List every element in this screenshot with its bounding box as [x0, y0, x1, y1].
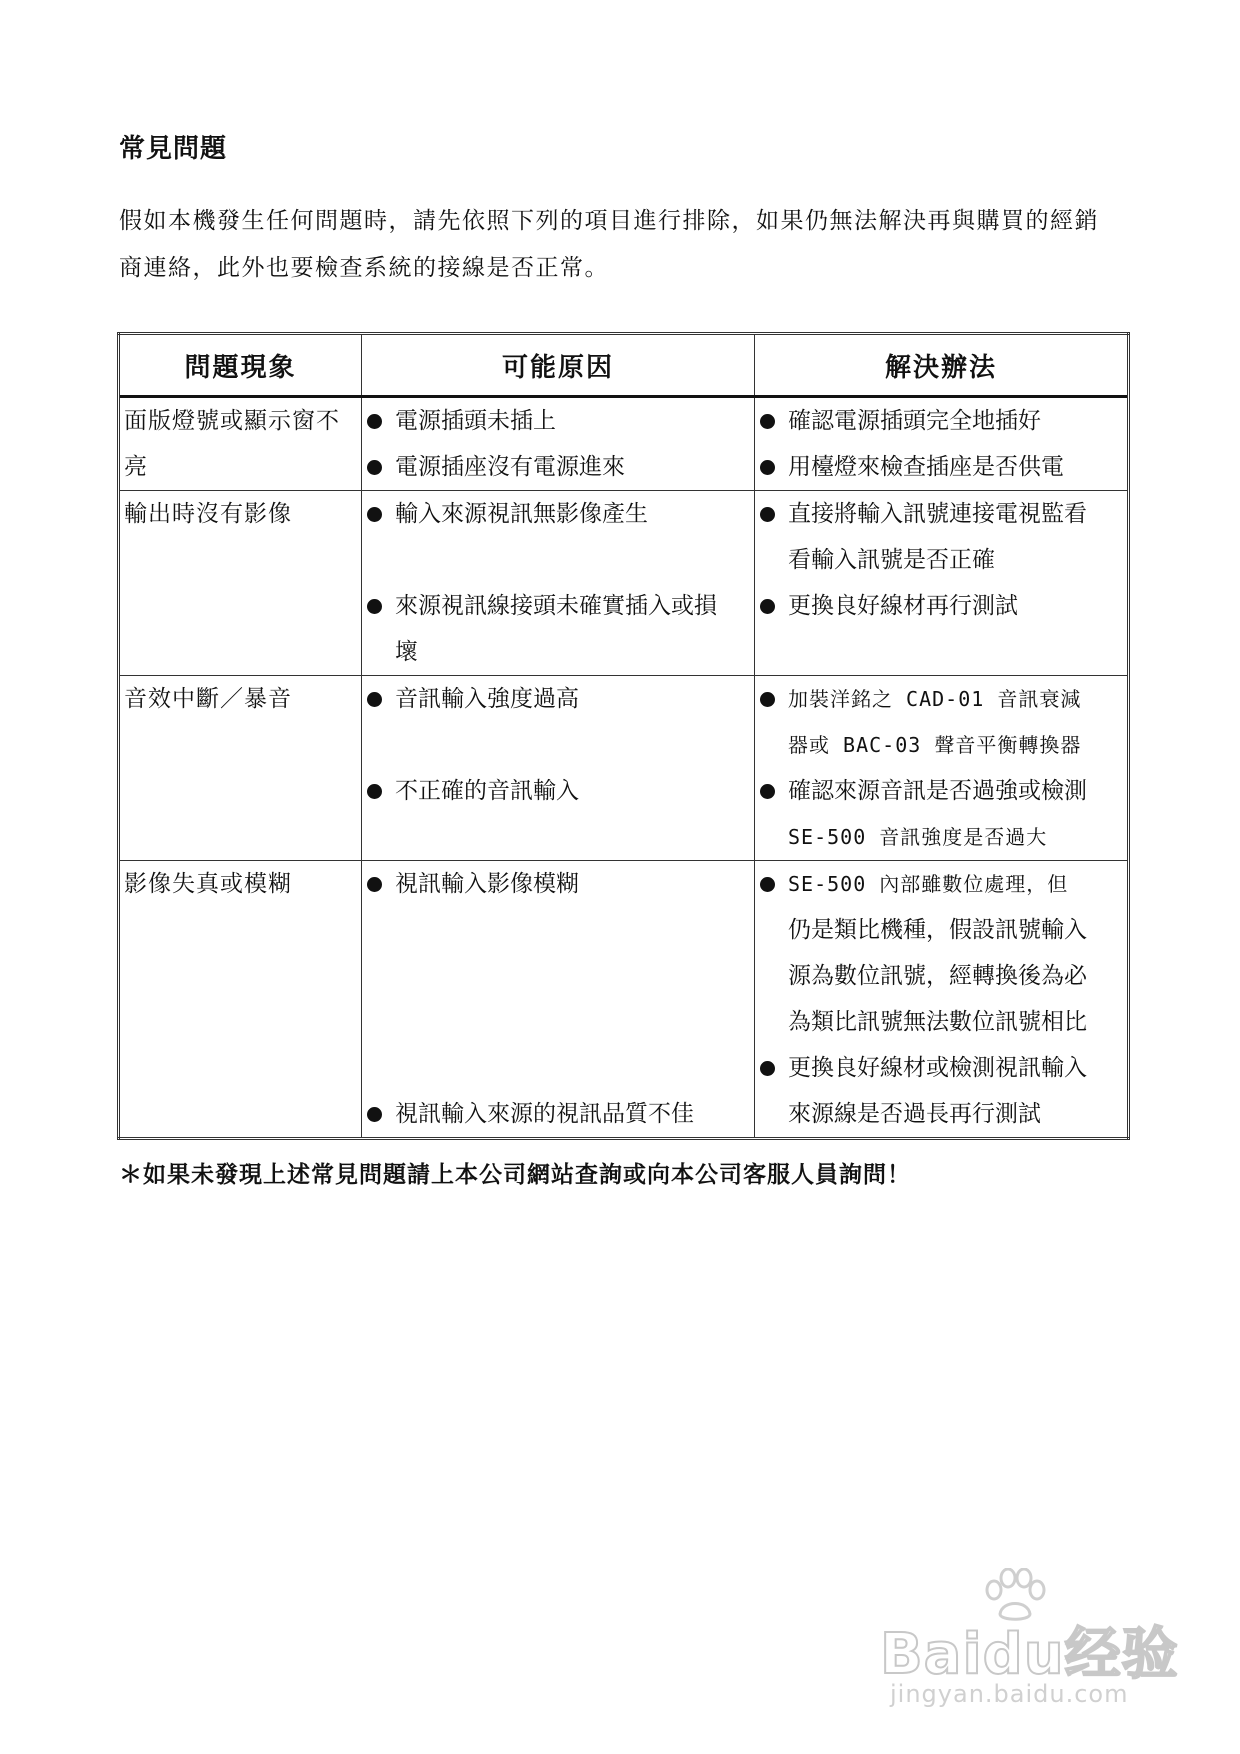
- symptom-text: 影像失真或模糊: [124, 871, 292, 897]
- solution-item: [755, 676, 1127, 722]
- header-symptom: 問題現象: [119, 334, 362, 397]
- solution-text: 加裝洋銘之 CAD-01 音訊衰減: [788, 687, 1082, 711]
- solution-text: 源為數位訊號，經轉換後為必: [788, 963, 1087, 989]
- solution-cell: [755, 861, 1129, 1139]
- cause-text: 來源視訊線接頭未確實插入或損: [395, 593, 717, 619]
- symptom-cell: [119, 676, 362, 861]
- symptom-cell: [119, 397, 362, 491]
- page-title: 常見問題: [119, 134, 228, 164]
- solution-item: [755, 398, 1127, 444]
- cause-item: [362, 398, 754, 444]
- solution-cell: [755, 397, 1129, 491]
- cause-cell: [362, 491, 755, 676]
- cause-text: 輸入來源視訊無影像產生: [395, 501, 648, 527]
- intro-line: 假如本機發生任何問題時，請先依照下列的項目進行排除，如果仍無法解決再與購買的經銷: [119, 208, 1099, 234]
- bullet-icon: [367, 599, 382, 614]
- table-row: [119, 397, 1129, 491]
- intro-paragraph: [119, 198, 1129, 292]
- cause-text: 電源插頭未插上: [395, 408, 556, 434]
- table-row: [119, 861, 1129, 1139]
- solution-item: [755, 768, 1127, 814]
- troubleshooting-table: [117, 332, 1130, 1140]
- cause-text: 視訊輸入影像模糊: [395, 871, 579, 897]
- bullet-icon: [760, 414, 775, 429]
- solution-text: 更換良好線材再行測試: [788, 593, 1018, 619]
- cause-text: 視訊輸入來源的視訊品質不佳: [395, 1101, 694, 1127]
- bullet-icon: [760, 1061, 775, 1076]
- bullet-icon: [367, 692, 382, 707]
- solution-text: 仍是類比機種，假設訊號輸入: [788, 917, 1087, 943]
- bullet-icon: [760, 507, 775, 522]
- solution-text: 確認電源插頭完全地插好: [788, 408, 1041, 434]
- solution-text: 確認來源音訊是否過強或檢測: [788, 778, 1087, 804]
- bullet-icon: [367, 507, 382, 522]
- bullet-icon: [367, 460, 382, 475]
- cause-text: 音訊輸入強度過高: [395, 686, 579, 712]
- bullet-icon: [760, 692, 775, 707]
- cause-cell: [362, 397, 755, 491]
- solution-item: [755, 444, 1127, 490]
- cause-item: [362, 491, 754, 537]
- solution-item: [755, 861, 1127, 907]
- solution-text: SE-500 內部雖數位處理，但: [788, 872, 1069, 896]
- solution-text: 看輸入訊號是否正確: [788, 547, 995, 573]
- intro-line: 商連絡，此外也要檢查系統的接線是否正常。: [119, 255, 609, 281]
- bullet-icon: [367, 414, 382, 429]
- bullet-icon: [760, 599, 775, 614]
- solution-cell: [755, 676, 1129, 861]
- solution-cell: [755, 491, 1129, 676]
- watermark-brand: Baidu经验: [880, 1622, 1179, 1687]
- solution-text: SE-500 音訊強度是否過大: [788, 825, 1048, 849]
- cause-item: [362, 676, 754, 722]
- cause-cell: [362, 676, 755, 861]
- solution-item: [755, 491, 1127, 537]
- cause-item: [362, 1091, 754, 1137]
- header-cause: 可能原因: [362, 334, 755, 397]
- table-row: [119, 491, 1129, 676]
- solution-text: 為類比訊號無法數位訊號相比: [788, 1009, 1087, 1035]
- cause-cell: [362, 861, 755, 1139]
- bullet-icon: [760, 784, 775, 799]
- solution-text: 直接將輸入訊號連接電視監看: [788, 501, 1087, 527]
- bullet-icon: [367, 877, 382, 892]
- solution-item: [755, 583, 1127, 629]
- watermark-url: jingyan.baidu.com: [890, 1680, 1129, 1708]
- header-solution: 解決辦法: [755, 334, 1129, 397]
- bullet-icon: [367, 1107, 382, 1122]
- bullet-icon: [760, 460, 775, 475]
- cause-text: 電源插座沒有電源進來: [395, 454, 625, 480]
- bullet-icon: [760, 877, 775, 892]
- symptom-text: 面版燈號或顯示窗不: [124, 408, 340, 434]
- solution-text: 器或 BAC-03 聲音平衡轉換器: [788, 733, 1082, 757]
- symptom-cell: [119, 491, 362, 676]
- symptom-text: 音效中斷／暴音: [124, 686, 292, 712]
- cause-item: [362, 861, 754, 907]
- symptom-text: 輸出時沒有影像: [124, 501, 292, 527]
- solution-text: 來源線是否過長再行測試: [788, 1101, 1041, 1127]
- solution-text: 更換良好線材或檢測視訊輸入: [788, 1055, 1087, 1081]
- cause-item: [362, 583, 754, 629]
- cause-item: [362, 768, 754, 814]
- table-row: [119, 676, 1129, 861]
- solution-item: [755, 1045, 1127, 1091]
- symptom-cell: [119, 861, 362, 1139]
- bullet-icon: [367, 784, 382, 799]
- table-header-row: [119, 334, 1129, 397]
- cause-item: [362, 444, 754, 490]
- baidu-watermark: [880, 1568, 1180, 1718]
- cause-text: 壞: [395, 639, 418, 665]
- cause-text: 不正確的音訊輸入: [395, 778, 579, 804]
- solution-text: 用檯燈來檢查插座是否供電: [788, 454, 1064, 480]
- symptom-text: 亮: [124, 454, 148, 480]
- footnote: ＊如果未發現上述常見問題請上本公司網站查詢或向本公司客服人員詢問！: [119, 1162, 911, 1188]
